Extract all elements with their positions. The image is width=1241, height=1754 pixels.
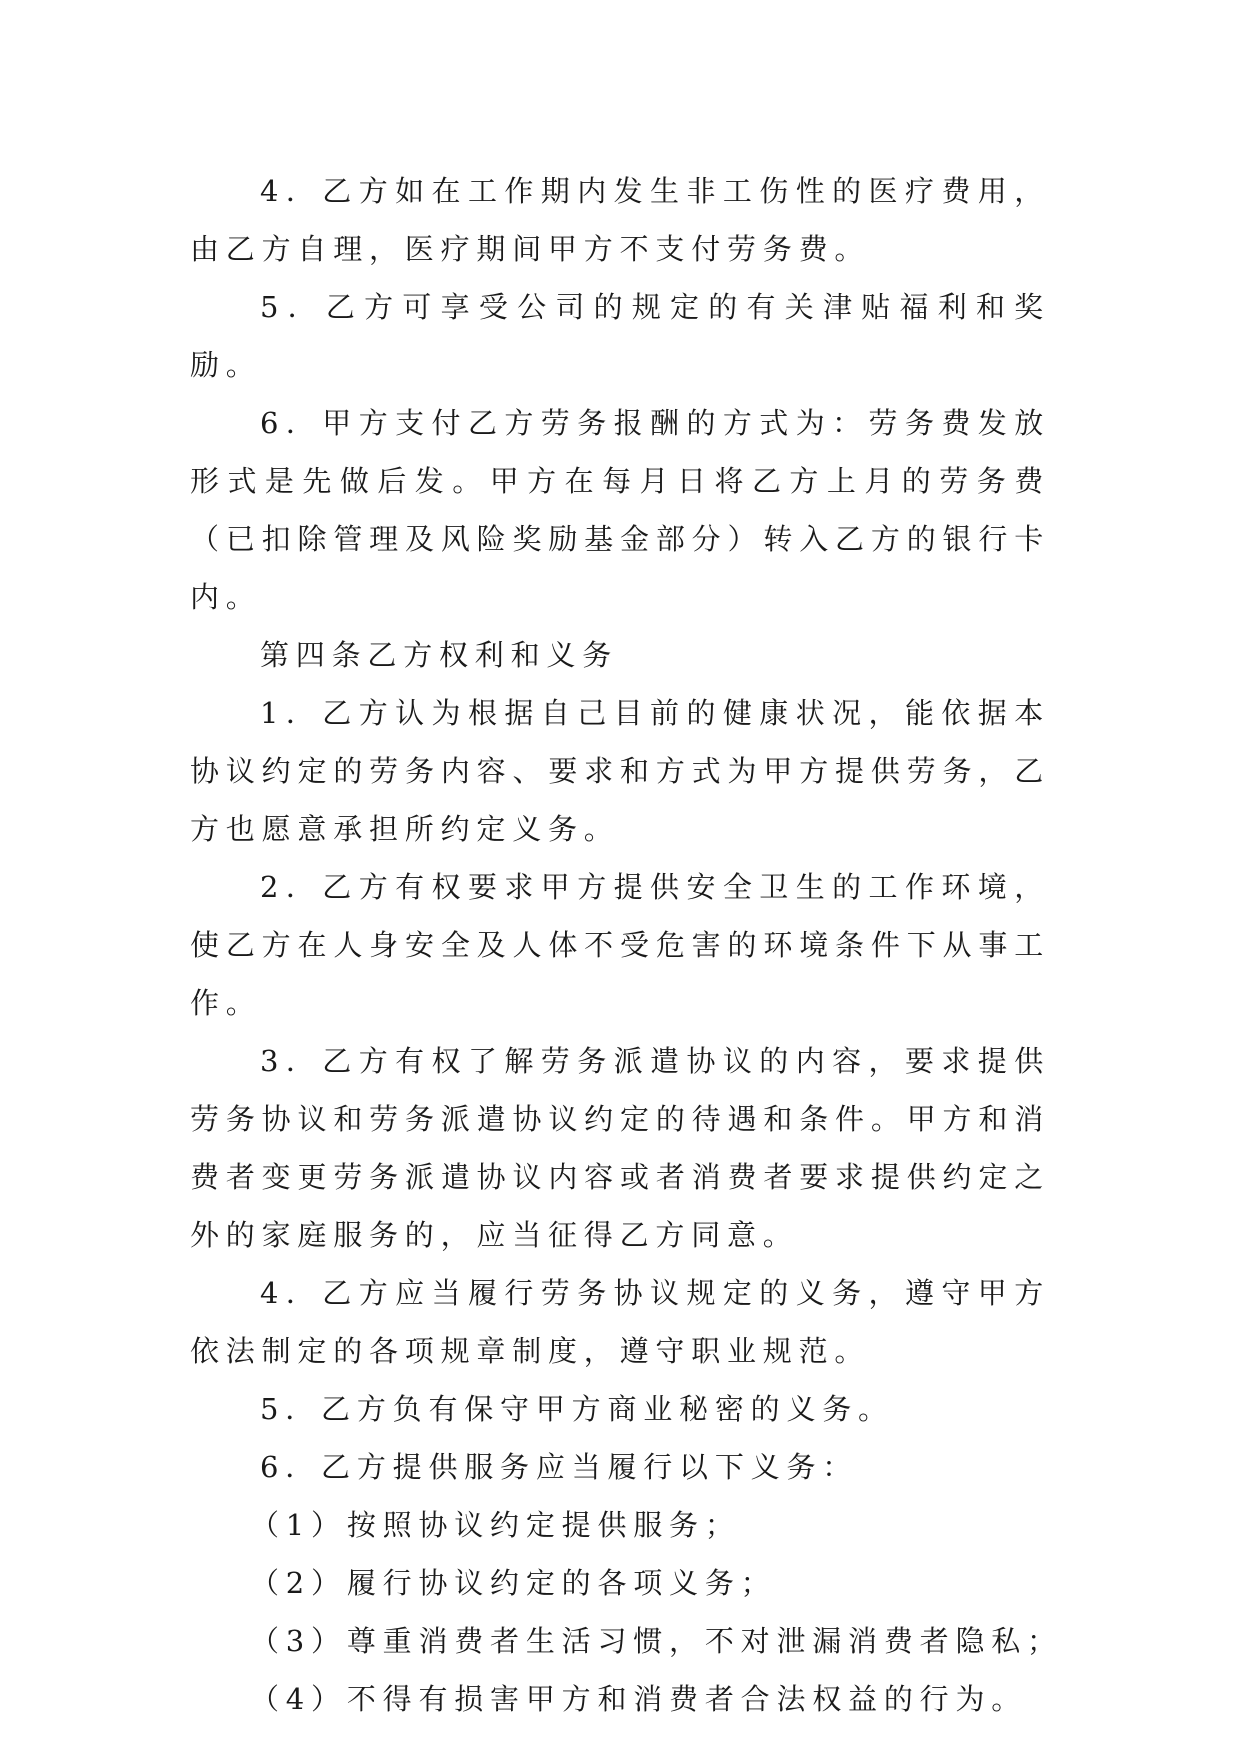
list-item: （3）尊重消费者生活习惯，不对泄漏消费者隐私； (250, 1624, 1063, 1658)
list-item: （4）不得有损害甲方和消费者合法权益的行为。 (250, 1682, 1028, 1716)
paragraph-1-health: 1．乙方认为根据自己目前的健康状况，能依据本协议约定的劳务内容、要求和方式为甲方提供劳务，乙方也愿意承担所约定义务。 (190, 696, 1050, 846)
list-item: （1）按照协议约定提供服务； (250, 1508, 741, 1542)
paragraph-5-confidentiality: 5．乙方负有保守甲方商业秘密的义务。 (260, 1392, 894, 1426)
paragraph-4-medical-costs: 4．乙方如在工作期内发生非工伤性的医疗费用，由乙方自理，医疗期间甲方不支付劳务费。 (190, 174, 1050, 266)
list-item: （2）履行协议约定的各项义务； (250, 1566, 777, 1600)
paragraph-2-safe-environment: 2．乙方有权要求甲方提供安全卫生的工作环境，使乙方在人身安全及人体不受危害的环境条件下从事工作。 (190, 870, 1050, 1020)
paragraph-5-benefits: 5．乙方可享受公司的规定的有关津贴福利和奖励。 (190, 290, 1050, 382)
paragraph-4-obligations: 4．乙方应当履行劳务协议规定的义务，遵守甲方依法制定的各项规章制度，遵守职业规范。 (190, 1276, 1050, 1368)
document-body (190, 162, 1063, 1728)
paragraph-6-service-duties: 6．乙方提供服务应当履行以下义务： (260, 1450, 859, 1484)
paragraph-3-dispatch-agreement: 3．乙方有权了解劳务派遣协议的内容，要求提供劳务协议和劳务派遣协议约定的待遇和条件。甲方和消费者变更劳务派遣协议内容或者消费者要求提供约定之外的家庭服务的，应当征得乙方同意。 (190, 1044, 1050, 1252)
paragraph-6-payment-method: 6．甲方支付乙方劳务报酬的方式为：劳务费发放形式是先做后发。甲方在每月日将乙方上月的劳务费（已扣除管理及风险奖励基金部分）转入乙方的银行卡内。 (190, 406, 1050, 614)
section-heading-article-4: 第四条乙方权利和义务 (260, 638, 619, 672)
